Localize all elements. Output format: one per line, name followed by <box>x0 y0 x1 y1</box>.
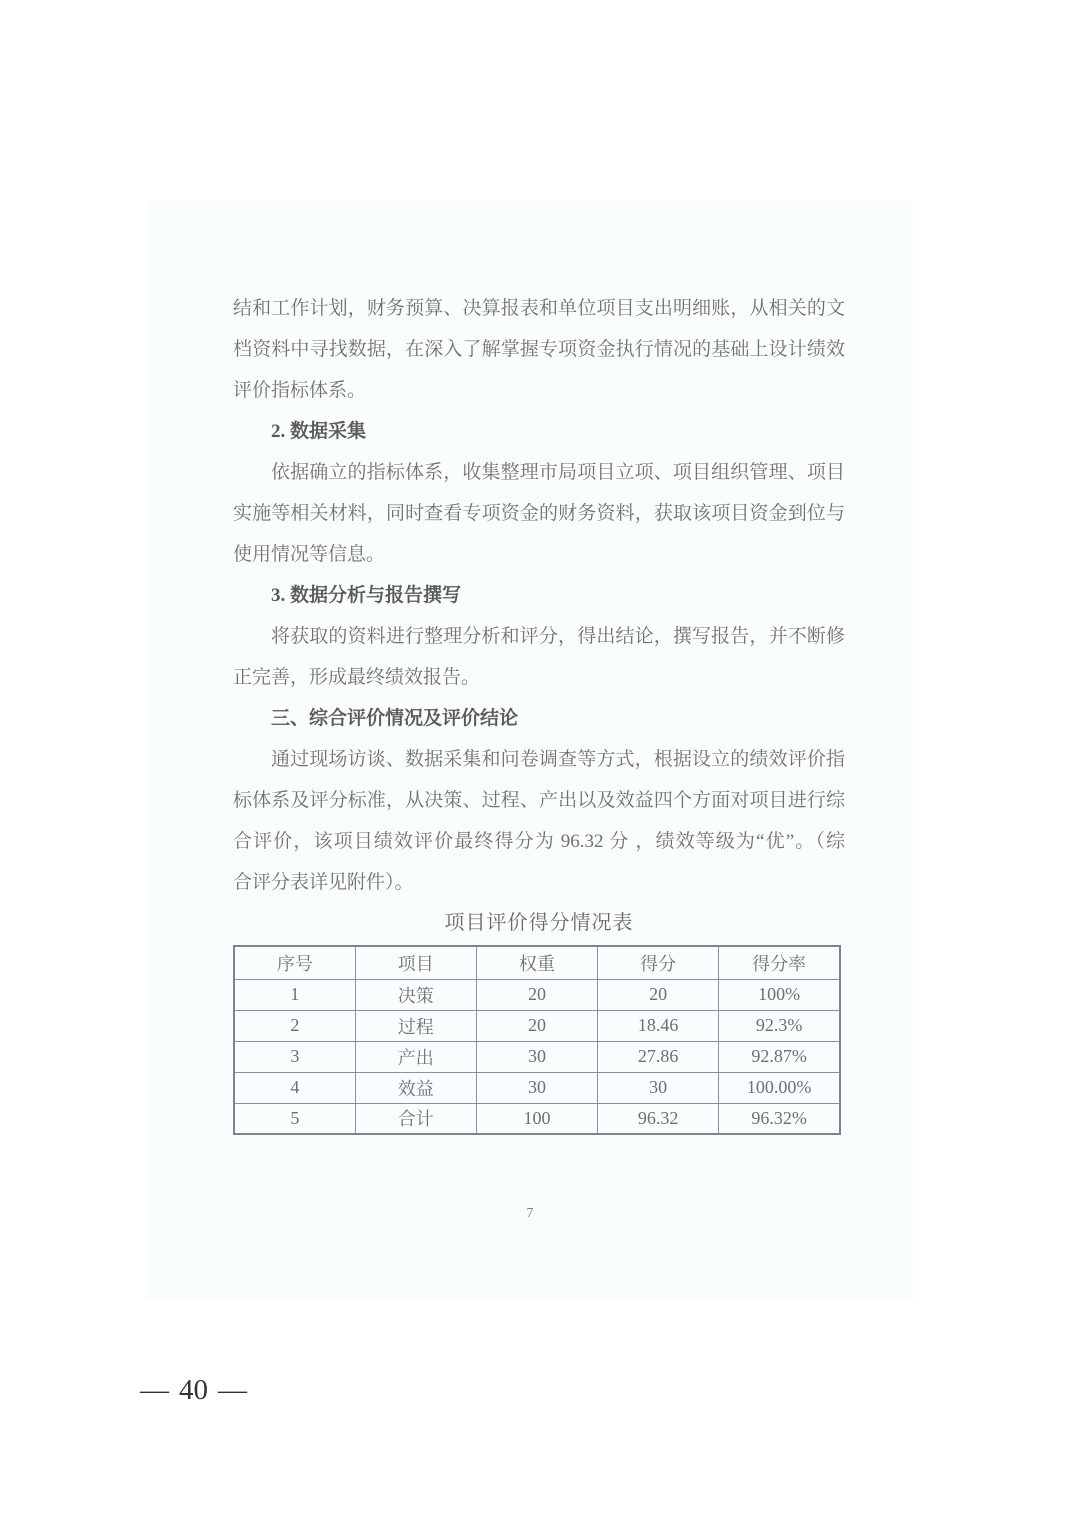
text-line: 依据确立的指标体系，收集整理市局项目立项、项目组织管理、项目 <box>271 462 845 483</box>
table-cell: 5 <box>234 1103 355 1134</box>
table-header-row <box>234 946 840 979</box>
table-row <box>234 1072 840 1103</box>
table-cell: 1 <box>234 979 355 1010</box>
text-line: 将获取的资料进行整理分析和评分，得出结论，撰写报告，并不断修 <box>271 626 845 647</box>
table-cell: 30 <box>476 1041 597 1072</box>
table-cell: 20 <box>476 979 597 1010</box>
paragraph <box>233 452 845 575</box>
table-title: 项目评价得分情况表 <box>444 912 634 934</box>
table-row <box>234 1010 840 1041</box>
paragraph <box>233 739 845 903</box>
page-number: 7 <box>526 1206 534 1221</box>
table-cell: 2 <box>234 1010 355 1041</box>
table-cell: 92.3% <box>719 1010 840 1041</box>
text-line: 实施等相关材料，同时查看专项资金的财务资料，获取该项目资金到位与 <box>233 503 845 524</box>
table-header-cell: 得分 <box>598 946 719 979</box>
table-row <box>234 979 840 1010</box>
table-cell: 20 <box>598 979 719 1010</box>
table-header-cell: 项目 <box>355 946 476 979</box>
table-cell: 过程 <box>355 1010 476 1041</box>
table-cell: 100 <box>476 1103 597 1134</box>
text-line: 使用情况等信息。 <box>233 544 386 565</box>
table-cell: 96.32% <box>719 1103 840 1134</box>
table-cell: 产出 <box>355 1041 476 1072</box>
table-cell: 合计 <box>355 1103 476 1134</box>
text-line: 通过现场访谈、数据采集和问卷调查等方式，根据设立的绩效评价指 <box>271 749 845 770</box>
table-cell: 决策 <box>355 979 476 1010</box>
table-row <box>234 1103 840 1134</box>
table-cell: 100% <box>719 979 840 1010</box>
table-cell: 4 <box>234 1072 355 1103</box>
table-cell: 20 <box>476 1010 597 1041</box>
paragraph <box>233 288 845 411</box>
scanned-document-page <box>147 200 913 1300</box>
table-cell: 效益 <box>355 1072 476 1103</box>
table-cell: 92.87% <box>719 1041 840 1072</box>
table-cell: 30 <box>598 1072 719 1103</box>
section-heading: 2. 数据采集 <box>271 421 367 442</box>
text-line: 标体系及评分标准，从决策、过程、产出以及效益四个方面对项目进行综 <box>233 790 845 811</box>
paragraph <box>233 616 845 698</box>
section-heading: 3. 数据分析与报告撰写 <box>271 585 462 606</box>
table-cell: 96.32 <box>598 1103 719 1134</box>
table-cell: 100.00% <box>719 1072 840 1103</box>
text-line: 正完善，形成最终绩效报告。 <box>233 667 481 688</box>
section-heading: 三、综合评价情况及评价结论 <box>271 708 519 729</box>
text-line: 合评价，该项目绩效评价最终得分为 96.32 分 ，绩效等级为“优”。（综 <box>233 831 845 852</box>
document-body <box>233 288 845 1135</box>
table-header-cell: 序号 <box>234 946 355 979</box>
text-line: 结和工作计划，财务预算、决算报表和单位项目支出明细账，从相关的文 <box>233 298 845 319</box>
text-line: 档资料中寻找数据，在深入了解掌握专项资金执行情况的基础上设计绩效 <box>233 339 845 360</box>
table-cell: 30 <box>476 1072 597 1103</box>
footer-page-number: 40 <box>179 1374 208 1406</box>
footer-dash-left: — <box>140 1374 169 1406</box>
text-line: 合评分表详见附件）。 <box>233 872 414 893</box>
table-cell: 18.46 <box>598 1010 719 1041</box>
document-footer <box>140 1374 247 1407</box>
table-row <box>234 1041 840 1072</box>
table-cell: 3 <box>234 1041 355 1072</box>
table-header-cell: 得分率 <box>719 946 840 979</box>
table-cell: 27.86 <box>598 1041 719 1072</box>
score-table <box>233 945 841 1135</box>
table-header-cell: 权重 <box>476 946 597 979</box>
text-line: 评价指标体系。 <box>233 380 367 401</box>
footer-dash-right: — <box>218 1374 247 1406</box>
